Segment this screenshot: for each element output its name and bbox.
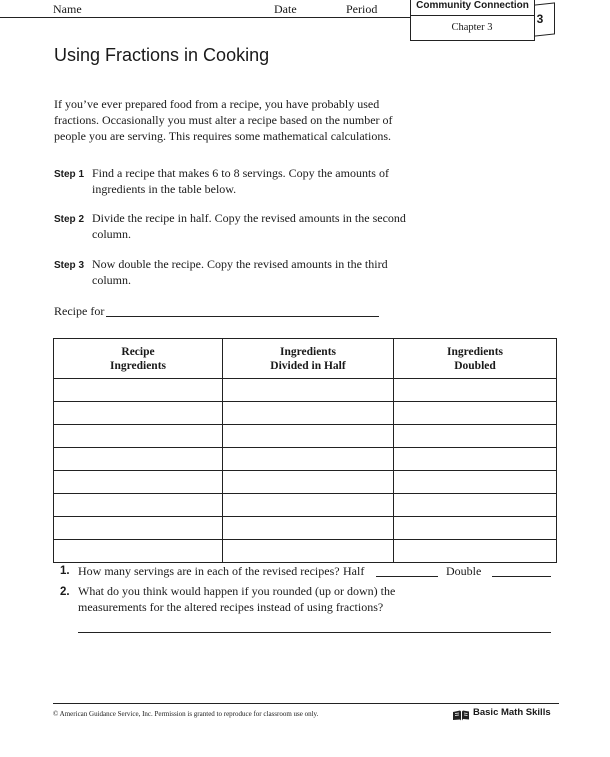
table-cell[interactable] bbox=[394, 494, 557, 517]
double-label: Double bbox=[446, 564, 482, 578]
table-cell[interactable] bbox=[54, 471, 223, 494]
table-cell[interactable] bbox=[54, 540, 223, 563]
page-title: Using Fractions in Cooking bbox=[54, 45, 270, 65]
name-label: Name bbox=[53, 2, 82, 16]
half-answer-field[interactable] bbox=[376, 576, 438, 577]
table-row bbox=[54, 379, 557, 402]
copyright-text: © American Guidance Service, Inc. Permission is granted to reproduce for classroom use only. bbox=[53, 710, 319, 718]
table-cell[interactable] bbox=[54, 402, 223, 425]
col-header-doubled: Ingredients Doubled bbox=[394, 339, 557, 379]
table-row bbox=[54, 494, 557, 517]
period-label: Period bbox=[346, 2, 378, 16]
double-answer-field[interactable] bbox=[492, 576, 551, 577]
brand-label: Basic Math Skills bbox=[473, 707, 551, 718]
footer-rule bbox=[53, 703, 559, 704]
table-cell[interactable] bbox=[223, 402, 394, 425]
recipe-for-label: Recipe for bbox=[54, 304, 105, 318]
recipe-for-field[interactable] bbox=[106, 316, 379, 317]
section-title: Community Connection bbox=[416, 0, 529, 11]
table-cell[interactable] bbox=[223, 448, 394, 471]
table-cell[interactable] bbox=[394, 402, 557, 425]
table-cell[interactable] bbox=[394, 540, 557, 563]
question-1-number: 1. bbox=[60, 565, 70, 577]
table-cell[interactable] bbox=[394, 448, 557, 471]
step-2-label: Step 2 bbox=[54, 214, 85, 225]
half-label: Half bbox=[343, 564, 365, 578]
header-rule bbox=[0, 17, 410, 18]
recipe-table bbox=[53, 338, 557, 563]
step-1-text: Find a recipe that makes 6 to 8 servings. Copy the amounts of ingredients in the table below. bbox=[92, 166, 389, 196]
table-cell[interactable] bbox=[394, 379, 557, 402]
intro-paragraph: If you’ve ever prepared food from a recipe, you have probably used fractions. Occasionally you must alter a recipe based on the number of people you are serving. This requires some mathematical calculations. bbox=[54, 97, 393, 143]
table-cell[interactable] bbox=[223, 425, 394, 448]
question-2-answer-field[interactable] bbox=[78, 632, 551, 633]
chapter-label: Chapter 3 bbox=[451, 22, 493, 33]
question-1-text: How many servings are in each of the revised recipes? bbox=[78, 564, 340, 578]
table-row bbox=[54, 448, 557, 471]
date-label: Date bbox=[274, 2, 297, 16]
table-cell[interactable] bbox=[223, 517, 394, 540]
step-1-label: Step 1 bbox=[54, 169, 85, 180]
table-cell[interactable] bbox=[54, 379, 223, 402]
table-cell[interactable] bbox=[54, 494, 223, 517]
table-cell[interactable] bbox=[394, 517, 557, 540]
table-row bbox=[54, 517, 557, 540]
table-cell[interactable] bbox=[223, 471, 394, 494]
table-cell[interactable] bbox=[223, 540, 394, 563]
table-row bbox=[54, 540, 557, 563]
table-row bbox=[54, 471, 557, 494]
step-2-text: Divide the recipe in half. Copy the revised amounts in the second column. bbox=[92, 211, 406, 241]
table-cell[interactable] bbox=[54, 517, 223, 540]
table-cell[interactable] bbox=[394, 471, 557, 494]
table-cell[interactable] bbox=[394, 425, 557, 448]
question-2-number: 2. bbox=[60, 586, 70, 598]
table-row bbox=[54, 402, 557, 425]
table-cell[interactable] bbox=[223, 379, 394, 402]
chapter-number: 3 bbox=[536, 12, 544, 26]
section-divider bbox=[411, 15, 534, 16]
step-3-text: Now double the recipe. Copy the revised amounts in the third column. bbox=[92, 257, 388, 287]
step-3-label: Step 3 bbox=[54, 260, 85, 271]
question-2-text: What do you think would happen if you rounded (up or down) the measurements for the altered recipes instead of using fractions? bbox=[78, 584, 396, 614]
col-header-half: Ingredients Divided in Half bbox=[223, 339, 394, 379]
table-cell[interactable] bbox=[223, 494, 394, 517]
col-header-recipe: Recipe Ingredients bbox=[54, 339, 223, 379]
book-icon bbox=[452, 708, 470, 726]
table-cell[interactable] bbox=[54, 425, 223, 448]
table-cell[interactable] bbox=[54, 448, 223, 471]
table-row bbox=[54, 425, 557, 448]
